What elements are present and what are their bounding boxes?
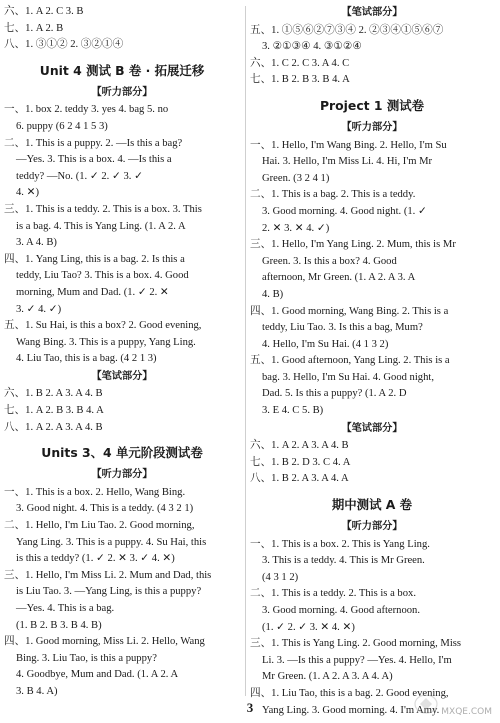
answer-line: 七、1. B 2. D 3. C 4. A — [250, 456, 351, 468]
answer-line: 八、1. B 2. A 3. A 4. A — [250, 473, 349, 485]
answer-line-continued: teddy? —No. (1. ✓ 2. ✓ 3. ✓ — [16, 170, 143, 182]
answer-line: 二、1. Hello, I'm Liu Tao. 2. Good morning, — [4, 520, 195, 532]
answer-line-continued: 6. puppy (6 2 4 1 5 3) — [16, 120, 108, 132]
answer-line-continued: 3. Good morning. 4. Good afternoon. — [262, 605, 421, 616]
section-heading: 【听力部分】 — [341, 521, 403, 533]
answer-line-continued: teddy, Liu Tao. 3. Is this a bag, Mum? — [262, 322, 423, 334]
answer-line-continued: is Liu Tao. 3. —Yang Ling, is this a puppy? — [16, 586, 202, 598]
answer-line-continued: 4. B) — [262, 288, 284, 300]
answer-line: 五、1. Good afternoon, Yang Ling. 2. This is a — [250, 355, 450, 367]
answer-line-continued: 3. B 4. A) — [16, 685, 58, 697]
answer-line-continued: teddy, Liu Tao? 3. This is a box. 4. Good — [16, 270, 189, 282]
answer-line-continued: 4. Liu Tao, this is a bag. (4 2 1 3) — [16, 353, 157, 365]
section-heading: 【笔试部分】 — [341, 7, 403, 18]
page-number: 3 — [246, 700, 254, 715]
watermark-text: MXQE.COM — [441, 707, 492, 717]
answer-line: 八、1. ③①② 2. ③②①④ — [4, 39, 124, 51]
answer-line-continued: Mr Green. (1. A 2. A 3. A 4. A) — [262, 671, 393, 683]
answer-line-continued: 3. Good night. 4. This is a teddy. (4 3 2 1) — [16, 503, 194, 515]
answer-line-continued: Wang Bing. 3. This is a puppy, Yang Ling. — [16, 336, 196, 348]
test-title: Unit 4 测试 B 卷 · 拓展迁移 — [39, 62, 205, 78]
answer-line-continued: 2. ✕ 3. ✕ 4. ✓) — [262, 222, 330, 234]
answer-line: 一、1. This is a box. 2. This is Yang Ling. — [250, 538, 430, 550]
section-heading: 【听力部分】 — [91, 86, 153, 98]
section-heading: 【笔试部分】 — [341, 422, 403, 434]
column-divider — [245, 6, 246, 696]
answer-line: 四、1. Yang Ling, this is a bag. 2. Is this a — [4, 253, 185, 265]
answer-line-continued: —Yes. 4. This is a bag. — [16, 603, 115, 614]
answer-line: 六、1. A 2. C 3. B — [4, 6, 84, 17]
answer-line: 三、1. Hello, I'm Miss Li. 2. Mum and Dad, this — [4, 569, 212, 581]
answer-line: 三、1. This is a teddy. 2. This is a box. 3. This — [4, 203, 202, 215]
answer-line-continued: 4. Hello, I'm Su Hai. (4 1 3 2) — [262, 338, 389, 350]
answer-line-continued: Yang Ling. 3. Good morning. 4. I'm Amy. — [262, 704, 440, 716]
answer-line: 八、1. A 2. A 3. A 4. B — [4, 421, 103, 433]
answer-line: 一、1. Hello, I'm Wang Bing. 2. Hello, I'm Su — [250, 139, 447, 151]
answer-line-continued: morning, Mum and Dad. (1. ✓ 2. ✕ — [16, 286, 169, 298]
answer-line-continued: 4. ✕) — [16, 187, 39, 199]
answer-line: 五、1. Su Hai, is this a box? 2. Good evening, — [4, 320, 202, 332]
left-column — [4, 4, 240, 701]
answer-line-continued: Green. 3. Is this a box? 4. Good — [262, 255, 397, 267]
answer-line-continued: is this a teddy? (1. ✓ 2. ✕ 3. ✓ 4. ✕) — [16, 553, 175, 565]
section-heading: 【听力部分】 — [341, 121, 403, 133]
answer-line: 六、1. C 2. C 3. A 4. C — [250, 57, 350, 69]
answer-line: 四、1. Good morning, Wang Bing. 2. This is a — [250, 305, 449, 317]
answer-line-continued: Green. (3 2 4 1) — [262, 172, 330, 184]
answer-line: 四、1. Liu Tao, this is a bag. 2. Good evening, — [250, 687, 449, 699]
test-title: 期中测试 A 卷 — [331, 497, 413, 513]
section-heading: 【听力部分】 — [91, 469, 153, 481]
answer-line: 二、1. This is a puppy. 2. —Is this a bag? — [4, 137, 183, 149]
answer-line: 六、1. A 2. A 3. A 4. B — [250, 440, 349, 452]
answer-line-continued: Yang Ling. 3. This is a puppy. 4. Su Hai, this — [16, 536, 207, 548]
answer-line-continued: 3. A 4. B) — [16, 237, 57, 249]
answer-line-continued: 3. ✓ 4. ✓) — [16, 303, 62, 315]
answer-line-continued: is a bag. 4. This is Yang Ling. (1. A 2. A — [16, 220, 186, 232]
answer-line: 五、1. ①⑤⑥②⑦③④ 2. ②③④①⑤⑥⑦ — [250, 24, 444, 36]
answer-line-continued: (1. B 2. B 3. B 4. B) — [16, 619, 102, 631]
answer-line: 一、1. box 2. teddy 3. yes 4. bag 5. no — [4, 104, 169, 116]
answer-line-continued: 3. This is a teddy. 4. This is Mr Green. — [262, 555, 425, 567]
answer-line-continued: 3. Good morning. 4. Good night. (1. ✓ — [262, 205, 427, 217]
answer-line: 六、1. B 2. A 3. A 4. B — [4, 388, 103, 400]
answer-line: 七、1. A 2. B 3. B 4. A — [4, 405, 104, 417]
answer-line-continued: bag. 3. Hello, I'm Su Hai. 4. Good night, — [262, 371, 434, 383]
answer-line-continued: (4 3 1 2) — [262, 571, 299, 583]
answer-line-continued: (1. ✓ 2. ✓ 3. ✕ 4. ✕) — [262, 621, 355, 633]
section-heading: 【笔试部分】 — [91, 370, 153, 382]
answer-line: 四、1. Good morning, Miss Li. 2. Hello, Wang — [4, 636, 205, 648]
answer-line-continued: 3. E 4. C 5. B) — [262, 405, 324, 417]
test-title: Units 3、4 单元阶段测试卷 — [41, 445, 203, 461]
answer-line-continued: Bing. 3. Liu Tao, is this a puppy? — [16, 652, 157, 664]
answer-line-continued: afternoon, Mr Green. (1. A 2. A 3. A — [262, 272, 416, 284]
answer-line-continued: Hai. 3. Hello, I'm Miss Li. 4. Hi, I'm Mr — [262, 156, 433, 168]
answer-line: 二、1. This is a teddy. 2. This is a box. — [250, 588, 416, 600]
answer-line-continued: 4. Goodbye, Mum and Dad. (1. A 2. A — [16, 669, 179, 681]
answer-line-continued: 3. ②①③④ 4. ③①②④ — [262, 41, 362, 53]
answer-line: 一、1. This is a box. 2. Hello, Wang Bing. — [4, 486, 186, 498]
answer-line: 三、1. This is Yang Ling. 2. Good morning, Miss — [250, 638, 462, 650]
answer-line-continued: Dad. 5. Is this a puppy? (1. A 2. D — [262, 388, 407, 400]
answer-line-continued: —Yes. 3. This is a box. 4. —Is this a — [16, 154, 172, 166]
answer-line-continued: Li. 3. —Is this a puppy? —Yes. 4. Hello, I'm — [262, 654, 452, 666]
answer-line: 三、1. Hello, I'm Yang Ling. 2. Mum, this is Mr — [250, 239, 456, 251]
test-title: Project 1 测试卷 — [319, 97, 425, 113]
answer-line: 二、1. This is a bag. 2. This is a teddy. — [250, 189, 416, 201]
answer-line: 七、1. B 2. B 3. B 4. A — [250, 74, 350, 86]
right-column — [250, 4, 494, 719]
answer-line: 七、1. A 2. B — [4, 22, 64, 34]
